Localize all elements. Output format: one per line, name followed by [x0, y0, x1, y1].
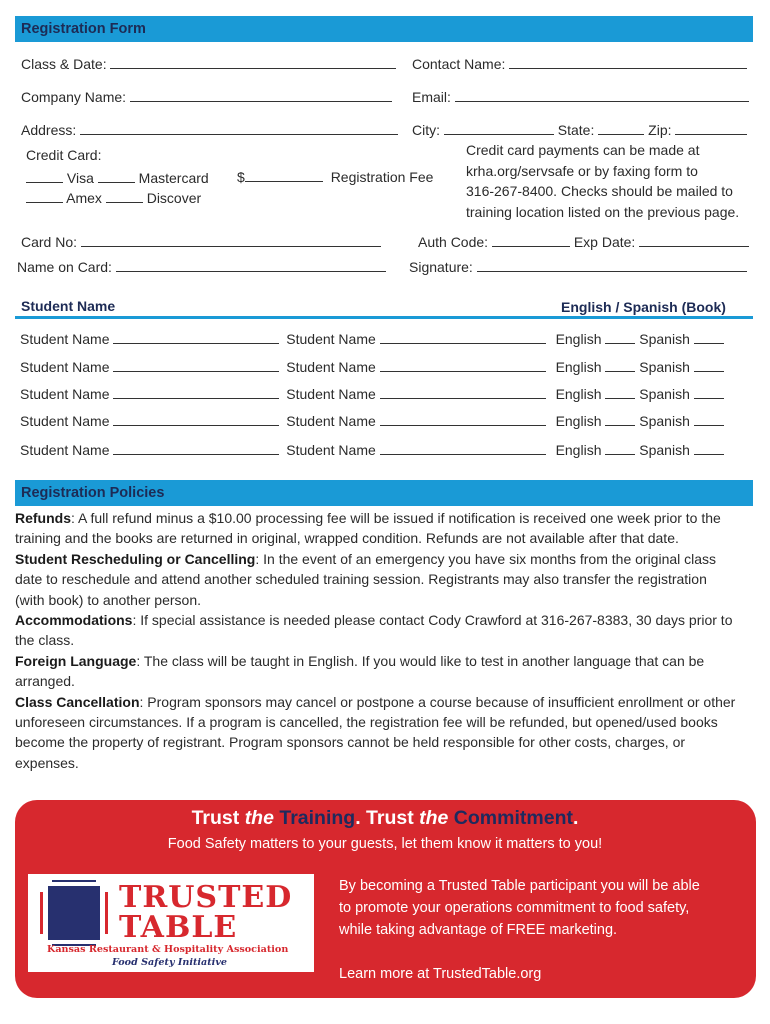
spanish-checkline[interactable] — [694, 411, 724, 426]
trusted-table-logo — [28, 874, 314, 972]
email-line[interactable] — [455, 87, 749, 102]
promo-body-line-1: By becoming a Trusted Table participant you will be able — [339, 878, 700, 894]
student-row-3[interactable]: Student Name Student Name English Spanish — [20, 384, 724, 402]
policies-text: Refunds: A full refund minus a $10.00 processing fee will be issued if notification is received one week prior to the training and the books are returned in original, wrapped condition. Refunds are not available after that date. Student Rescheduling or Cancelling: In the event of an emergency you have six months from the original class date to reschedule and attend another scheduled training session. Registrants may also transfer the registration (with book) to another person. Accommodations: If special assistance is needed please contact Cody Crawford at 316-267-8383, 30 days prior to the class. Foreign Language: The class will be taught in English. If you would like to test in another language that can be arranged. Class Cancellation: Program sponsors may cancel or postpone a course because of insufficient enrollment or other unforeseen circumstances. If a program is cancelled, the registration fee will be refunded, but opened/used books become the property of registrant. Program sponsors cannot be held responsible for other costs, charges, or expenses. — [15, 508, 760, 773]
promo-subtitle: Food Safety matters to your guests, let them know it matters to you! — [167, 836, 603, 852]
policy-accommodations: Accommodations: If special assistance is needed please contact Cody Crawford at 316-267-8383, 30 days prior to — [15, 612, 733, 629]
card-number-field[interactable]: Card No: — [21, 232, 381, 250]
student-name-line[interactable] — [113, 411, 279, 426]
logo-association-text: Kansas Restaurant & Hospitality Association — [47, 944, 289, 955]
auth-code-line[interactable] — [492, 232, 570, 247]
student-row-2[interactable]: Student Name Student Name English Spanish — [20, 357, 724, 375]
name-on-card-field[interactable]: Name on Card: — [17, 257, 386, 275]
spanish-checkline[interactable] — [694, 384, 724, 399]
city-line[interactable] — [444, 120, 554, 135]
signature-line[interactable] — [477, 257, 747, 272]
spanish-checkline[interactable] — [694, 440, 724, 455]
contact-name-line[interactable] — [509, 54, 747, 69]
registration-fee-field[interactable]: $ Registration Fee — [237, 169, 434, 185]
promo-body-line-3: while taking advantage of FREE marketing. — [339, 922, 618, 938]
card-number-line[interactable] — [81, 232, 381, 247]
english-checkline[interactable] — [605, 411, 635, 426]
auth-exp-field[interactable]: Auth Code: Exp Date: — [418, 232, 749, 250]
registration-policies-title: Registration Policies — [21, 485, 165, 501]
english-checkline[interactable] — [605, 329, 635, 344]
english-checkline[interactable] — [605, 384, 635, 399]
zip-line[interactable] — [675, 120, 747, 135]
spanish-checkline[interactable] — [694, 357, 724, 372]
registration-form-title: Registration Form — [21, 21, 146, 37]
student-name-header: Student Name — [21, 298, 116, 314]
student-row-5[interactable]: Student Name Student Name English Spanish — [20, 440, 724, 458]
student-name-line[interactable] — [380, 440, 546, 455]
policy-foreign-language: Foreign Language: The class will be taught in English. If you would like to test in another language that can be — [15, 652, 705, 669]
class-date-field[interactable]: Class & Date: — [21, 54, 396, 72]
language-book-header: English / Spanish (Book) — [561, 299, 726, 315]
amex-checkline[interactable] — [26, 188, 63, 203]
city-state-zip-field[interactable]: City: State: Zip: — [412, 120, 747, 138]
policy-refunds: Refunds: A full refund minus a $10.00 processing fee will be issued if notification is received one week prior to the — [15, 510, 721, 526]
registration-policies-header — [15, 480, 753, 506]
student-name-line[interactable] — [380, 384, 546, 399]
student-header-rule — [15, 316, 753, 319]
discover-checkline[interactable] — [106, 188, 143, 203]
class-date-line[interactable] — [110, 54, 396, 69]
student-name-line[interactable] — [380, 357, 546, 372]
student-row-4[interactable]: Student Name Student Name English Spanish — [20, 411, 724, 429]
card-type-row-1: Visa Mastercard — [26, 168, 209, 186]
state-line[interactable] — [598, 120, 644, 135]
student-name-line[interactable] — [113, 384, 279, 399]
learn-more-link[interactable]: Learn more at TrustedTable.org — [339, 966, 542, 982]
visa-checkline[interactable] — [26, 168, 63, 183]
policy-class-cancellation: Class Cancellation: Program sponsors may cancel or postpone a course because of insufficient enrollment or other — [15, 693, 736, 710]
signature-field[interactable]: Signature: — [409, 257, 747, 275]
address-field[interactable]: Address: — [21, 120, 398, 138]
promo-title: Trust the Training. Trust the Commitment. — [191, 807, 579, 829]
english-checkline[interactable] — [605, 357, 635, 372]
card-type-row-2: Amex Discover — [26, 188, 201, 206]
english-checkline[interactable] — [605, 440, 635, 455]
company-name-field[interactable]: Company Name: — [21, 87, 392, 105]
address-line[interactable] — [80, 120, 398, 135]
email-field[interactable]: Email: — [412, 87, 749, 105]
registration-form-header — [15, 16, 753, 42]
credit-card-label: Credit Card: — [26, 147, 102, 163]
contact-name-field[interactable]: Contact Name: — [412, 54, 747, 72]
logo-trusted-text: TRUSTED — [119, 880, 293, 915]
student-name-line[interactable] — [380, 411, 546, 426]
policy-rescheduling: Student Rescheduling or Cancelling: In the event of an emergency you have six months from the original class — [15, 550, 717, 567]
fee-amount-line[interactable] — [245, 167, 323, 182]
exp-date-line[interactable] — [639, 232, 749, 247]
company-name-line[interactable] — [130, 87, 392, 102]
name-on-card-line[interactable] — [116, 257, 386, 272]
mastercard-checkline[interactable] — [98, 168, 135, 183]
student-row-1[interactable]: Student Name Student Name English Spanish — [20, 329, 724, 347]
logo-initiative-text: Food Safety Initiative — [112, 957, 228, 968]
student-name-line[interactable] — [113, 357, 279, 372]
student-name-line[interactable] — [113, 329, 279, 344]
student-name-line[interactable] — [113, 440, 279, 455]
logo-table-text: TABLE — [119, 910, 238, 945]
promo-body-line-2: to promote your operations commitment to food safety, — [339, 900, 690, 916]
student-name-line[interactable] — [380, 329, 546, 344]
payment-note: Credit card payments can be made at krha.org/servsafe or by faxing form to 316-267-8400. Checks should be mailed to training location listed on the previous page. — [466, 142, 740, 220]
spanish-checkline[interactable] — [694, 329, 724, 344]
